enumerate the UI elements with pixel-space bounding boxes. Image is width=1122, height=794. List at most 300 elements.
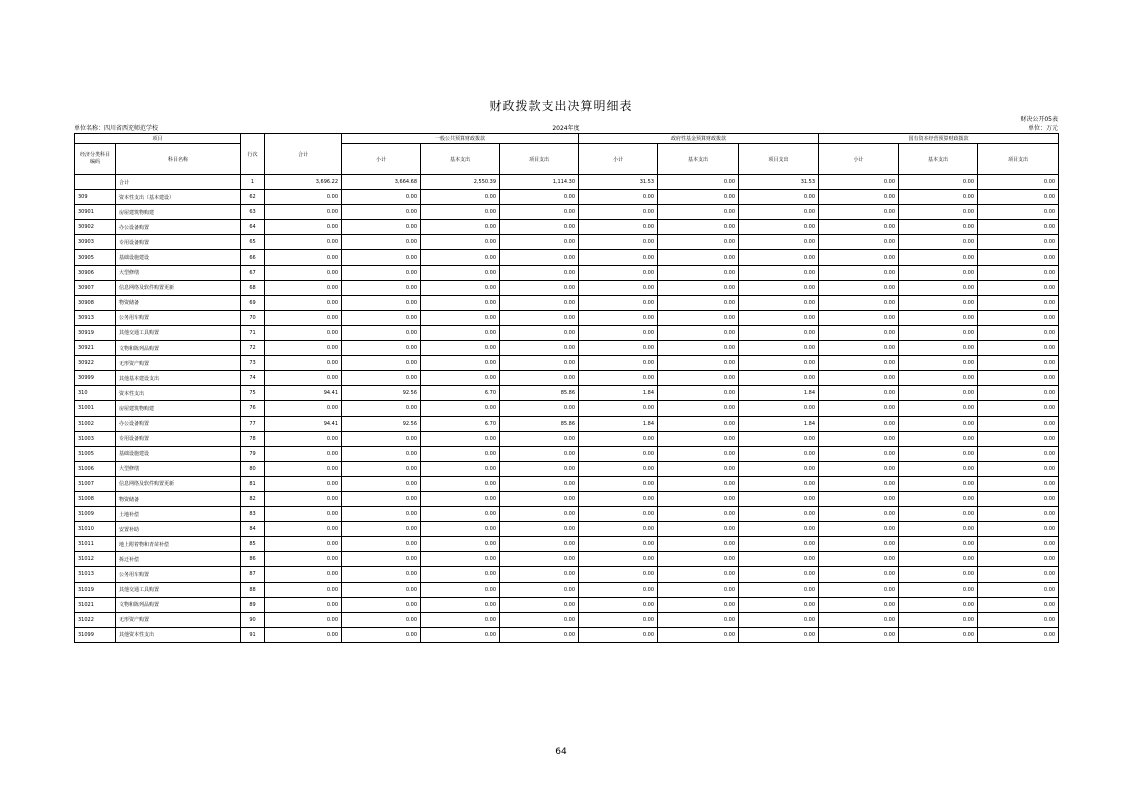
cell-value: 0.00 (500, 325, 579, 340)
cell-value: 0.00 (579, 552, 658, 567)
cell-row-no: 91 (241, 627, 265, 642)
header-basic: 基本支出 (421, 144, 500, 175)
table-row (75, 567, 1059, 582)
header-general-budget: 一般公共预算财政拨款 (342, 134, 579, 144)
cell-value: 0.00 (500, 265, 579, 280)
table-row (75, 325, 1059, 340)
cell-value: 0.00 (978, 567, 1059, 582)
cell-value: 0.00 (899, 220, 978, 235)
header-subtotal: 小计 (819, 144, 899, 175)
cell-value: 0.00 (899, 265, 978, 280)
cell-value: 0.00 (421, 371, 500, 386)
cell-value: 0.00 (658, 446, 739, 461)
cell-value: 0.00 (421, 567, 500, 582)
cell-code: 30919 (75, 325, 116, 340)
cell-value: 0.00 (579, 522, 658, 537)
cell-value: 0.00 (579, 265, 658, 280)
cell-value: 0.00 (739, 265, 819, 280)
table-row (75, 295, 1059, 310)
cell-value: 0.00 (658, 537, 739, 552)
cell-value: 0.00 (978, 522, 1059, 537)
cell-value: 0.00 (421, 431, 500, 446)
cell-value: 0.00 (658, 341, 739, 356)
cell-value: 0.00 (265, 582, 342, 597)
cell-value: 85.86 (500, 386, 579, 401)
cell-value: 0.00 (658, 386, 739, 401)
cell-value: 0.00 (421, 597, 500, 612)
cell-value: 0.00 (500, 491, 579, 506)
table-row (75, 265, 1059, 280)
cell-value: 0.00 (658, 280, 739, 295)
cell-value: 0.00 (819, 371, 899, 386)
cell-value: 0.00 (421, 507, 500, 522)
cell-value: 0.00 (899, 401, 978, 416)
cell-value: 0.00 (342, 476, 421, 491)
cell-value: 6.70 (421, 416, 500, 431)
cell-value: 0.00 (421, 522, 500, 537)
table-row (75, 205, 1059, 220)
cell-code: 31008 (75, 491, 116, 506)
cell-name: 信息网络及软件购置更新 (116, 476, 241, 491)
cell-code: 31099 (75, 627, 116, 642)
header-total: 合计 (265, 134, 342, 175)
cell-name: 办公设备购置 (116, 220, 241, 235)
cell-value: 0.00 (500, 612, 579, 627)
cell-row-no: 73 (241, 356, 265, 371)
cell-value: 0.00 (342, 280, 421, 295)
cell-value: 0.00 (739, 612, 819, 627)
cell-value: 0.00 (421, 220, 500, 235)
cell-name: 其他资本性支出 (116, 627, 241, 642)
cell-value: 0.00 (342, 567, 421, 582)
cell-value: 0.00 (739, 310, 819, 325)
cell-value: 0.00 (819, 190, 899, 205)
cell-value: 0.00 (265, 612, 342, 627)
cell-value: 0.00 (658, 205, 739, 220)
cell-value: 0.00 (978, 612, 1059, 627)
cell-value: 0.00 (978, 582, 1059, 597)
cell-value: 0.00 (899, 386, 978, 401)
cell-name: 公务用车购置 (116, 567, 241, 582)
cell-value: 0.00 (500, 250, 579, 265)
cell-value: 0.00 (819, 280, 899, 295)
cell-value: 0.00 (500, 190, 579, 205)
cell-value: 0.00 (265, 507, 342, 522)
cell-value: 85.86 (500, 416, 579, 431)
cell-value: 0.00 (819, 235, 899, 250)
cell-value: 0.00 (579, 476, 658, 491)
cell-value: 0.00 (500, 627, 579, 642)
cell-value: 0.00 (500, 507, 579, 522)
cell-value: 0.00 (899, 371, 978, 386)
cell-value: 0.00 (739, 446, 819, 461)
cell-code: 31010 (75, 522, 116, 537)
cell-value: 0.00 (658, 295, 739, 310)
cell-value: 0.00 (899, 507, 978, 522)
cell-value: 0.00 (342, 552, 421, 567)
cell-row-no: 78 (241, 431, 265, 446)
cell-value: 0.00 (265, 310, 342, 325)
cell-value: 0.00 (265, 491, 342, 506)
cell-value: 0.00 (342, 250, 421, 265)
cell-name: 拆迁补偿 (116, 552, 241, 567)
cell-value: 0.00 (899, 597, 978, 612)
cell-name: 房屋建筑物购建 (116, 205, 241, 220)
cell-value: 0.00 (739, 597, 819, 612)
cell-value: 0.00 (658, 190, 739, 205)
cell-value: 0.00 (658, 416, 739, 431)
cell-value: 0.00 (899, 250, 978, 265)
cell-value: 0.00 (739, 371, 819, 386)
cell-value: 0.00 (739, 491, 819, 506)
cell-code: 31001 (75, 401, 116, 416)
cell-value: 0.00 (658, 627, 739, 642)
header-basic: 基本支出 (899, 144, 978, 175)
cell-row-no: 87 (241, 567, 265, 582)
cell-value: 0.00 (579, 310, 658, 325)
header-name: 科目名称 (116, 144, 241, 175)
cell-value: 0.00 (899, 325, 978, 340)
table-row (75, 386, 1059, 401)
cell-value: 0.00 (739, 205, 819, 220)
cell-value: 0.00 (819, 612, 899, 627)
cell-value: 0.00 (658, 461, 739, 476)
cell-value: 3,696.22 (265, 175, 342, 190)
cell-value: 0.00 (342, 371, 421, 386)
cell-value: 0.00 (342, 627, 421, 642)
cell-value: 0.00 (739, 537, 819, 552)
cell-value: 0.00 (658, 507, 739, 522)
cell-value: 0.00 (978, 386, 1059, 401)
cell-row-no: 67 (241, 265, 265, 280)
cell-value: 0.00 (899, 537, 978, 552)
cell-value: 0.00 (421, 446, 500, 461)
cell-value: 0.00 (739, 552, 819, 567)
cell-value: 0.00 (421, 250, 500, 265)
cell-value: 0.00 (978, 356, 1059, 371)
cell-value: 0.00 (739, 431, 819, 446)
header-subtotal: 小计 (342, 144, 421, 175)
header-subtotal: 小计 (579, 144, 658, 175)
cell-value: 0.00 (658, 491, 739, 506)
cell-row-no: 85 (241, 537, 265, 552)
cell-value: 0.00 (899, 175, 978, 190)
cell-row-no: 81 (241, 476, 265, 491)
table-row (75, 597, 1059, 612)
cell-code: 30999 (75, 371, 116, 386)
cell-value: 0.00 (265, 371, 342, 386)
cell-value: 0.00 (819, 205, 899, 220)
cell-value: 0.00 (739, 401, 819, 416)
cell-row-no: 88 (241, 582, 265, 597)
table-row (75, 552, 1059, 567)
cell-value: 0.00 (579, 190, 658, 205)
cell-code: 30907 (75, 280, 116, 295)
cell-value: 0.00 (899, 491, 978, 506)
cell-name: 大型修缮 (116, 461, 241, 476)
cell-value: 0.00 (819, 431, 899, 446)
cell-code: 31005 (75, 446, 116, 461)
table-row (75, 446, 1059, 461)
cell-value: 0.00 (421, 356, 500, 371)
cell-value: 0.00 (978, 552, 1059, 567)
cell-value: 0.00 (739, 235, 819, 250)
header-code: 经济分类科目编码 (75, 144, 116, 175)
cell-value: 0.00 (500, 280, 579, 295)
cell-value: 0.00 (342, 491, 421, 506)
cell-value: 0.00 (658, 552, 739, 567)
cell-value: 0.00 (500, 597, 579, 612)
cell-value: 0.00 (579, 205, 658, 220)
cell-value: 0.00 (899, 416, 978, 431)
cell-code: 30902 (75, 220, 116, 235)
cell-row-no: 76 (241, 401, 265, 416)
cell-value: 0.00 (342, 220, 421, 235)
header-state-capital-budget: 国有资本经营预算财政拨款 (819, 134, 1059, 144)
cell-value: 0.00 (658, 325, 739, 340)
cell-value: 0.00 (265, 431, 342, 446)
cell-code: 31007 (75, 476, 116, 491)
cell-value: 0.00 (739, 627, 819, 642)
cell-value: 0.00 (739, 567, 819, 582)
cell-value: 2,550.39 (421, 175, 500, 190)
cell-value: 0.00 (342, 597, 421, 612)
cell-value: 0.00 (579, 507, 658, 522)
cell-value: 0.00 (978, 280, 1059, 295)
cell-value: 0.00 (899, 446, 978, 461)
table-row (75, 341, 1059, 356)
cell-value: 0.00 (579, 250, 658, 265)
cell-value: 0.00 (978, 250, 1059, 265)
cell-value: 0.00 (978, 325, 1059, 340)
cell-code: 31019 (75, 582, 116, 597)
cell-value: 0.00 (819, 567, 899, 582)
header-row-no: 行次 (241, 134, 265, 175)
cell-value: 0.00 (899, 431, 978, 446)
cell-value: 0.00 (739, 341, 819, 356)
cell-value: 0.00 (819, 582, 899, 597)
cell-value: 0.00 (899, 310, 978, 325)
cell-value: 0.00 (265, 461, 342, 476)
cell-value: 0.00 (899, 627, 978, 642)
cell-value: 0.00 (579, 280, 658, 295)
cell-value: 0.00 (978, 175, 1059, 190)
cell-name: 其他基本建设支出 (116, 371, 241, 386)
cell-code: 31013 (75, 567, 116, 582)
cell-value: 0.00 (658, 597, 739, 612)
cell-value: 0.00 (342, 431, 421, 446)
cell-value: 0.00 (658, 310, 739, 325)
cell-value: 0.00 (579, 371, 658, 386)
page-number: 64 (555, 747, 567, 757)
table-row (75, 190, 1059, 205)
table-row (75, 627, 1059, 642)
cell-value: 0.00 (658, 476, 739, 491)
cell-value: 0.00 (978, 235, 1059, 250)
cell-value: 0.00 (978, 220, 1059, 235)
fiscal-year: 2024年度 (552, 125, 580, 132)
cell-code: 309 (75, 190, 116, 205)
cell-code: 30906 (75, 265, 116, 280)
cell-name: 文物和陈列品购置 (116, 341, 241, 356)
cell-code: 31012 (75, 552, 116, 567)
cell-value: 0.00 (978, 491, 1059, 506)
cell-value: 31.53 (739, 175, 819, 190)
page-title: 财政拨款支出决算明细表 (489, 99, 633, 113)
cell-row-no: 68 (241, 280, 265, 295)
cell-value: 0.00 (899, 522, 978, 537)
cell-code: 30901 (75, 205, 116, 220)
cell-value: 0.00 (342, 295, 421, 310)
cell-value: 0.00 (342, 325, 421, 340)
cell-name: 基础设施建设 (116, 446, 241, 461)
cell-value: 0.00 (421, 325, 500, 340)
cell-row-no: 82 (241, 491, 265, 506)
cell-row-no: 83 (241, 507, 265, 522)
cell-value: 0.00 (579, 431, 658, 446)
cell-value: 0.00 (658, 431, 739, 446)
cell-value: 0.00 (265, 401, 342, 416)
cell-value: 0.00 (819, 446, 899, 461)
cell-value: 0.00 (421, 190, 500, 205)
header-project: 项目支出 (500, 144, 579, 175)
cell-name: 地上附着物和青苗补偿 (116, 537, 241, 552)
cell-value: 0.00 (658, 567, 739, 582)
cell-value: 0.00 (579, 582, 658, 597)
cell-row-no: 86 (241, 552, 265, 567)
cell-value: 0.00 (421, 341, 500, 356)
cell-value: 0.00 (819, 250, 899, 265)
cell-row-no: 65 (241, 235, 265, 250)
cell-value: 0.00 (342, 461, 421, 476)
cell-value: 0.00 (421, 612, 500, 627)
cell-value: 0.00 (579, 597, 658, 612)
cell-value: 0.00 (739, 582, 819, 597)
cell-value: 0.00 (265, 522, 342, 537)
cell-value: 0.00 (500, 446, 579, 461)
cell-row-no: 80 (241, 461, 265, 476)
table-row (75, 175, 1059, 190)
cell-code: 31011 (75, 537, 116, 552)
cell-row-no: 70 (241, 310, 265, 325)
cell-value: 1.84 (739, 416, 819, 431)
cell-value: 0.00 (421, 582, 500, 597)
cell-code: 31021 (75, 597, 116, 612)
cell-value: 92.56 (342, 386, 421, 401)
cell-value: 0.00 (421, 476, 500, 491)
cell-value: 0.00 (421, 491, 500, 506)
cell-value: 0.00 (899, 190, 978, 205)
cell-name: 无形资产购置 (116, 356, 241, 371)
table-row (75, 371, 1059, 386)
cell-value: 0.00 (421, 627, 500, 642)
cell-name: 信息网络及软件购置更新 (116, 280, 241, 295)
cell-value: 0.00 (579, 537, 658, 552)
cell-row-no: 77 (241, 416, 265, 431)
cell-name: 基础设施建设 (116, 250, 241, 265)
cell-value: 0.00 (819, 265, 899, 280)
cell-row-no: 90 (241, 612, 265, 627)
table-row (75, 537, 1059, 552)
cell-value: 0.00 (342, 522, 421, 537)
cell-value: 0.00 (739, 325, 819, 340)
cell-value: 0.00 (739, 507, 819, 522)
cell-code: 30922 (75, 356, 116, 371)
cell-value: 0.00 (579, 461, 658, 476)
cell-value: 0.00 (739, 461, 819, 476)
cell-value: 0.00 (899, 461, 978, 476)
cell-value: 0.00 (819, 416, 899, 431)
header-row-1 (75, 134, 1059, 144)
cell-name: 文物和陈列品购置 (116, 597, 241, 612)
cell-value: 0.00 (978, 507, 1059, 522)
cell-value: 31.53 (579, 175, 658, 190)
cell-value: 0.00 (899, 280, 978, 295)
cell-value: 0.00 (978, 401, 1059, 416)
cell-value: 0.00 (978, 446, 1059, 461)
table-row (75, 416, 1059, 431)
cell-name: 土地补偿 (116, 507, 241, 522)
cell-value: 0.00 (579, 567, 658, 582)
cell-code: 30903 (75, 235, 116, 250)
cell-value: 0.00 (342, 356, 421, 371)
cell-value: 0.00 (739, 220, 819, 235)
header-item: 项目 (75, 134, 241, 144)
cell-value: 0.00 (265, 250, 342, 265)
cell-code: 30908 (75, 295, 116, 310)
cell-value: 0.00 (819, 522, 899, 537)
cell-value: 0.00 (579, 401, 658, 416)
cell-value: 0.00 (579, 295, 658, 310)
cell-value: 0.00 (819, 552, 899, 567)
cell-value: 0.00 (421, 265, 500, 280)
cell-value: 0.00 (265, 205, 342, 220)
cell-value: 0.00 (265, 476, 342, 491)
cell-value: 0.00 (899, 235, 978, 250)
cell-value: 0.00 (978, 190, 1059, 205)
cell-value: 0.00 (421, 461, 500, 476)
cell-code (75, 175, 116, 190)
cell-value: 0.00 (658, 401, 739, 416)
cell-row-no: 63 (241, 205, 265, 220)
cell-value: 94.41 (265, 386, 342, 401)
cell-row-no: 69 (241, 295, 265, 310)
cell-code: 31022 (75, 612, 116, 627)
cell-value: 94.41 (265, 416, 342, 431)
cell-value: 0.00 (739, 356, 819, 371)
cell-value: 0.00 (342, 205, 421, 220)
cell-code: 30913 (75, 310, 116, 325)
cell-value: 0.00 (579, 325, 658, 340)
cell-value: 0.00 (500, 310, 579, 325)
cell-code: 30921 (75, 341, 116, 356)
header-project: 项目支出 (978, 144, 1059, 175)
cell-value: 0.00 (819, 386, 899, 401)
cell-value: 0.00 (500, 235, 579, 250)
cell-value: 0.00 (421, 310, 500, 325)
cell-value: 0.00 (265, 356, 342, 371)
cell-value: 0.00 (500, 461, 579, 476)
table-body (75, 175, 1059, 643)
expenditure-table (74, 133, 1059, 643)
table-row (75, 220, 1059, 235)
cell-value: 0.00 (342, 612, 421, 627)
header-fund-budget: 政府性基金预算财政拨款 (579, 134, 819, 144)
cell-row-no: 62 (241, 190, 265, 205)
cell-value: 0.00 (421, 235, 500, 250)
cell-code: 31002 (75, 416, 116, 431)
cell-name: 专用设备购置 (116, 235, 241, 250)
